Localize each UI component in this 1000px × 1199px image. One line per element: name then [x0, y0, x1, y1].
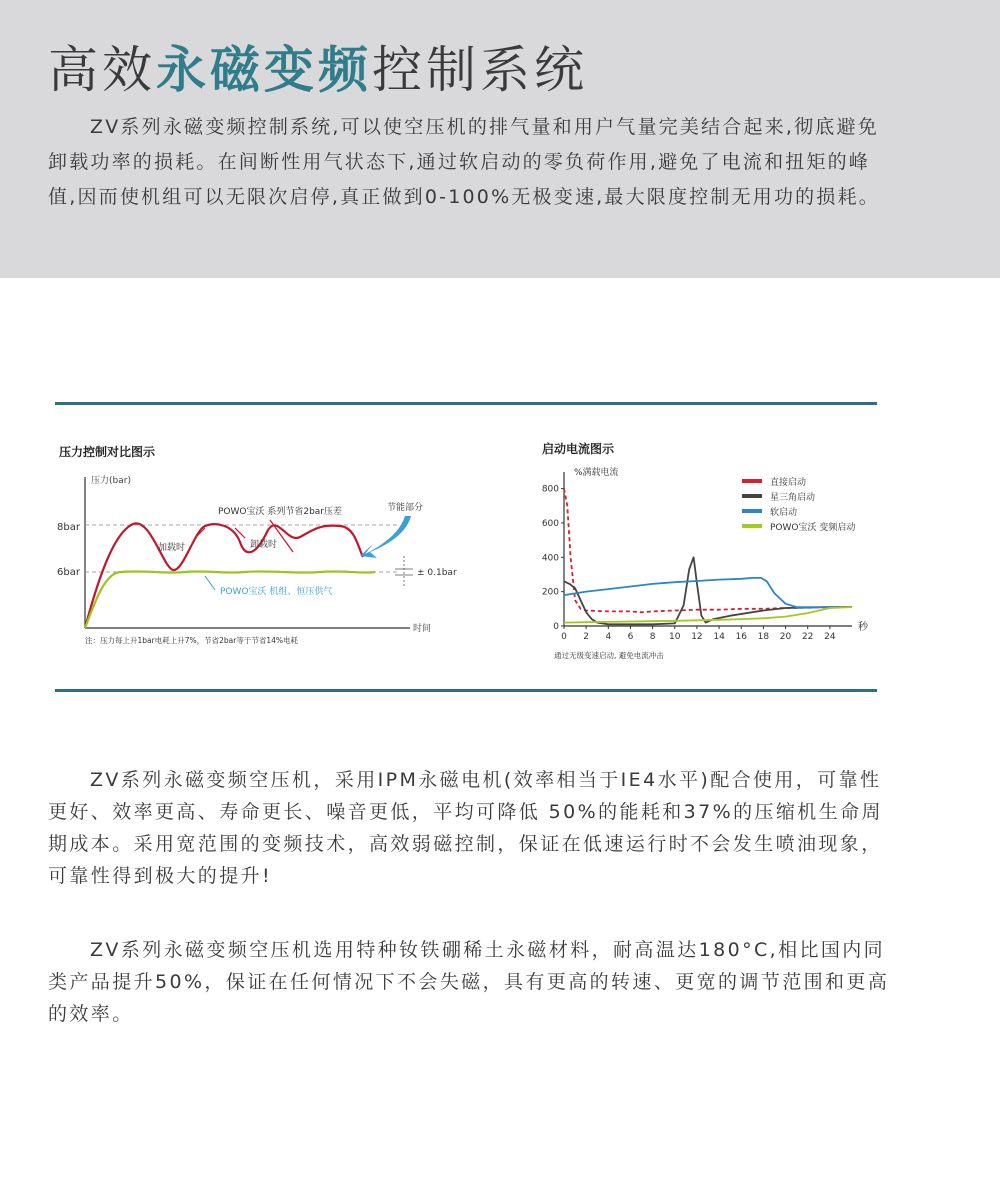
ipm-paragraph	[48, 764, 898, 892]
page-title	[48, 30, 588, 102]
y-tick-label: 800	[541, 484, 559, 495]
current-ylabel: %满载电流	[574, 468, 619, 478]
x-tick-label: 16	[735, 632, 747, 642]
x-tick-label: 10	[669, 632, 681, 642]
current-legend	[742, 476, 855, 533]
bottom-divider	[55, 689, 877, 692]
title-post: 控制系统	[372, 41, 588, 99]
const-pointer	[205, 576, 215, 590]
series-line-0	[564, 489, 852, 613]
legend-swatch-2	[742, 509, 762, 513]
annot-const: POWO宝沃 机组、恒压供气	[220, 587, 333, 597]
current-note: 通过无级变速启动, 避免电流冲击	[554, 651, 664, 660]
series-line-1	[564, 557, 852, 624]
x-tick-label: 20	[779, 632, 792, 642]
annot-save: 节能部分	[387, 503, 424, 513]
top-divider	[55, 402, 877, 405]
annot-powo: POWO宝沃 系列节省2bar压差	[218, 507, 343, 517]
legend-label-2: 软启动	[770, 508, 798, 518]
pressure-chart	[55, 432, 475, 662]
x-tick-label: 24	[824, 632, 836, 642]
x-tick-label: 22	[801, 632, 814, 642]
pressure-xlabel: 时间	[413, 624, 432, 634]
current-chart-title: 启动电流图示	[542, 442, 615, 456]
legend-swatch-0	[742, 479, 762, 483]
annot-band: ± 0.1bar	[417, 568, 457, 578]
header-panel	[0, 0, 1000, 278]
legend-swatch-3	[742, 524, 762, 528]
traditional-pressure-line	[85, 523, 363, 628]
pressure-ylabel: 压力(bar)	[91, 476, 131, 486]
startup-current-chart	[530, 432, 880, 667]
y-tick-label: 400	[541, 553, 559, 564]
tick-6bar: 6bar	[57, 567, 80, 578]
tick-8bar: 8bar	[57, 522, 80, 533]
series-line-3	[564, 607, 852, 623]
y-tick-label: 0	[553, 622, 559, 632]
x-tick-label: 18	[757, 632, 770, 642]
x-tick-label: 2	[583, 632, 590, 642]
legend-label-0: 直接启动	[770, 478, 807, 488]
pressure-note: 注：压力每上升1bar电耗上升7%，节省2bar等于节省14%电耗	[85, 636, 298, 645]
ipm-text: ZV系列永磁变频空压机，采用IPM永磁电机(效率相当于IE4水平)配合使用，可靠性更好、效率更高、寿命更长、噪音更低，平均可降低 50%的能耗和37%的压缩机生命周期成本。采用宽范围的变频技术，高效弱磁控制，保证在低速运行时不会发生喷油现象，可靠性得到极大的提升!	[48, 769, 883, 887]
legend-label-1: 星三角启动	[770, 493, 816, 503]
x-tick-label: 6	[627, 632, 634, 642]
intro-text: ZV系列永磁变频控制系统,可以使空压机的排气量和用户气量完美结合起来,彻底避免卸载功率的损耗。在间断性用气状态下,通过软启动的零负荷作用,避免了电流和扭矩的峰值,因而使机组可以无限次启停,真正做到0-100%无极变速,最大限度控制无用功的损耗。	[48, 116, 880, 208]
x-tick-label: 0	[561, 632, 567, 642]
magnet-paragraph	[48, 934, 898, 1030]
title-pre: 高效	[48, 41, 156, 99]
y-tick-label: 200	[541, 587, 559, 598]
x-tick-label: 12	[691, 632, 703, 642]
title-highlight: 永磁变频	[156, 41, 372, 99]
x-tick-label: 8	[649, 632, 656, 642]
annot-unload: 卸载时	[250, 540, 278, 550]
annot-load: 加载时	[158, 543, 186, 553]
current-series-group	[564, 489, 852, 625]
current-xlabel: 秒	[858, 622, 868, 633]
pressure-chart-title: 压力控制对比图示	[59, 445, 156, 459]
x-tick-label: 4	[605, 632, 612, 642]
legend-label-3: POWO宝沃 变频启动	[770, 523, 856, 533]
intro-paragraph	[48, 110, 898, 215]
magnet-text: ZV系列永磁变频空压机选用特种钕铁硼稀土永磁材料，耐高温达180°C,相比国内同类产品提升50%，保证在任何情况下不会失磁，具有更高的转速、更宽的调节范围和更高的效率。	[48, 939, 890, 1025]
y-tick-label: 600	[541, 518, 559, 529]
energy-saving-arrow-icon	[360, 516, 411, 558]
legend-swatch-1	[742, 494, 762, 498]
powo-pressure-line	[85, 571, 375, 628]
series-line-2	[564, 578, 852, 607]
x-tick-label: 14	[713, 632, 725, 642]
